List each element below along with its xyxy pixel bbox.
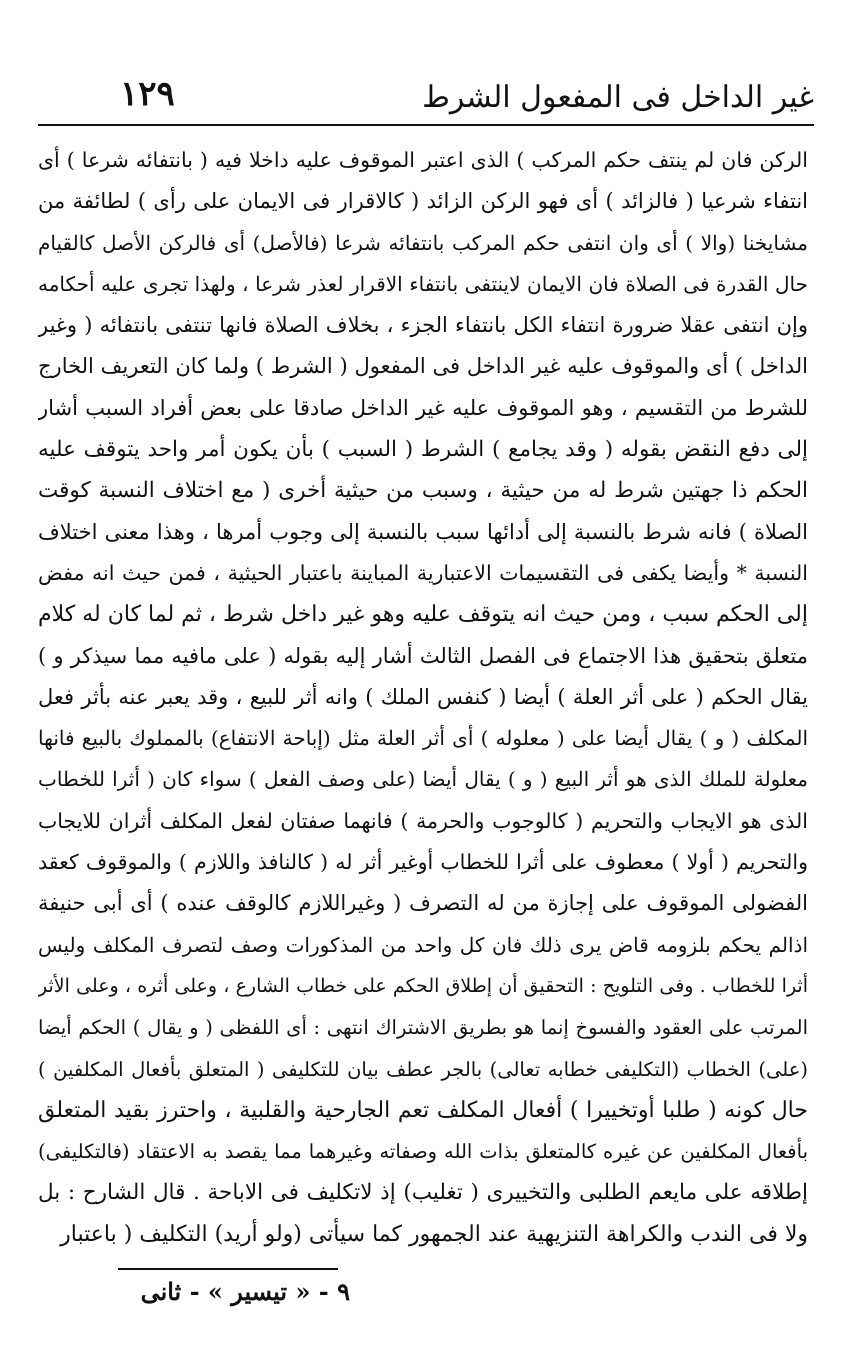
text-line: بأفعال المكلفين عن غيره كالمتعلق بذات الله وصفاته وغيرهما مما يقصد به الاعتقاد (فالتكليفى) — [38, 1140, 808, 1164]
text-line: حال القدرة فى الصلاة فان الايمان لاينتفى بانتفاء الاقرار لعذر شرعا ، ولهذا تجرى عليه أحكامه — [38, 271, 808, 296]
text-line: اذالم يحكم بلزومه قاض يرى ذلك فان كل واحد من المذكورات وصف لتصرف المكلف وليس — [38, 932, 808, 957]
text-line: (على) الخطاب (التكليفى خطابه تعالى) بالجر عطف بيان للتكليفى ( المتعلق بأفعال المكلفين ) — [38, 1057, 808, 1081]
text-line: المرتب على العقود والفسوخ إنما هو بطريق الاشتراك انتهى : أى اللفظى ( و يقال ) الحكم أيضا — [38, 1016, 808, 1040]
header-rule — [38, 124, 814, 126]
text-line: معلولة للملك الذى هو أثر البيع ( و ) يقال أيضا (على وصف الفعل ) سواء كان ( أثرا للخطاب — [38, 767, 808, 792]
running-title: غير الداخل فى المفعول الشرط — [422, 80, 814, 115]
running-header — [38, 74, 814, 120]
text-line: انتفاء شرعيا ( فالزائد ) أى فهو الركن الزائد ( كالاقرار فى الايمان على رأى ) لطائفة من — [38, 189, 808, 214]
footer-rule — [118, 1268, 338, 1270]
text-line: إطلاقه على مايعم الطلبى والتخييرى ( تغليب) إذ لاتكليف فى الاباحة . قال الشارح : بل — [38, 1180, 808, 1206]
text-line: ولا فى الندب والكراهة التنزيهية عند الجمهور كما سيأتى (ولو أريد) التكليف ( باعتبار — [60, 1221, 808, 1247]
text-line: الداخل ) أى والموقوف عليه غير الداخل فى المفعول ( الشرط ) ولما كان التعريف الخارج — [38, 354, 808, 379]
text-line: مشايخنا (والا ) أى وان انتفى حكم المركب بانتفائه شرعا (فالأصل) أى فالركن الأصل كالقيام — [38, 230, 808, 255]
text-line: الصلاة ) فانه شرط بالنسبة إلى أدائها سبب بالنسبة إلى وجوب أمرها ، وهذا معنى اختلاف — [38, 519, 808, 544]
text-line: الذى هو الايجاب والتحريم ( كالوجوب والحرمة ) فانهما صفتان لفعل المكلف أثران للايجاب — [38, 808, 808, 833]
body-text — [38, 140, 808, 1255]
printer-signature: ٩ - « تيسير » - ثانى — [140, 1277, 350, 1306]
text-line: أثرا للخطاب . وفى التلويح : التحقيق أن إطلاق الحكم على خطاب الشارع ، وعلى أثره ، وعلى الأثر — [38, 974, 808, 997]
text-line: المكلف ( و ) يقال أيضا على ( معلوله ) أى أثر العلة مثل (إباحة الانتفاع) بالمملوك بالبيع فانها — [38, 726, 808, 751]
text-line: يقال الحكم ( على أثر العلة ) أيضا ( كنفس الملك ) وانه أثر للبيع ، وقد يعبر عنه بأثر فعل — [38, 684, 808, 709]
text-line: والتحريم ( أولا ) معطوف على أثرا للخطاب أوغير أثر له ( كالنافذ واللازم ) والموقوف كعقد — [38, 850, 808, 875]
text-line: للشرط من التقسيم ، وهو الموقوف عليه غير الداخل صادقا على بعض أفراد السبب أشار — [38, 395, 808, 420]
text-line: الركن فان لم ينتف حكم المركب ) الذى اعتبر الموقوف عليه داخلا فيه ( بانتفائه شرعا ) أى — [38, 148, 808, 172]
text-line: الحكم ذا جهتين شرط له من حيثية ، وسبب من حيثية أخرى ( مع اختلاف النسبة كوقت — [38, 478, 808, 504]
text-line: إلى الحكم سبب ، ومن حيث انه يتوقف عليه وهو غير داخل شرط ، ثم لما كان له كلام — [38, 602, 808, 628]
text-line: الفضولى الموقوف على إجازة من له التصرف ( وغيراللازم كالوقف عنده ) أى أبى حنيفة — [38, 891, 808, 916]
text-line: إلى دفع النقض بقوله ( وقد يجامع ) الشرط ( السبب ) بأن يكون أمر واحد يتوقف عليه — [38, 437, 808, 463]
text-line: وإن انتفى عقلا ضرورة انتفاء الكل بانتفاء الجزء ، بخلاف الصلاة فانها تنتفى بانتفائه ( وغير — [38, 313, 808, 338]
text-line: حال كونه ( طلبا أوتخييرا ) أفعال المكلف تعم الجارحية والقلبية ، واحترز بقيد المتعلق — [38, 1097, 808, 1123]
text-line: النسبة * وأيضا يكفى فى التقسيمات الاعتبارية المباينة باعتبار الحيثية ، فمن حيث انه مفض — [38, 560, 808, 585]
text-line: متعلق بتحقيق هذا الاجتماع فى الفصل الثالث أشار إليه بقوله ( على مافيه مما سيذكر و ) — [38, 643, 808, 668]
page-number: ١٢٩ — [120, 74, 175, 114]
